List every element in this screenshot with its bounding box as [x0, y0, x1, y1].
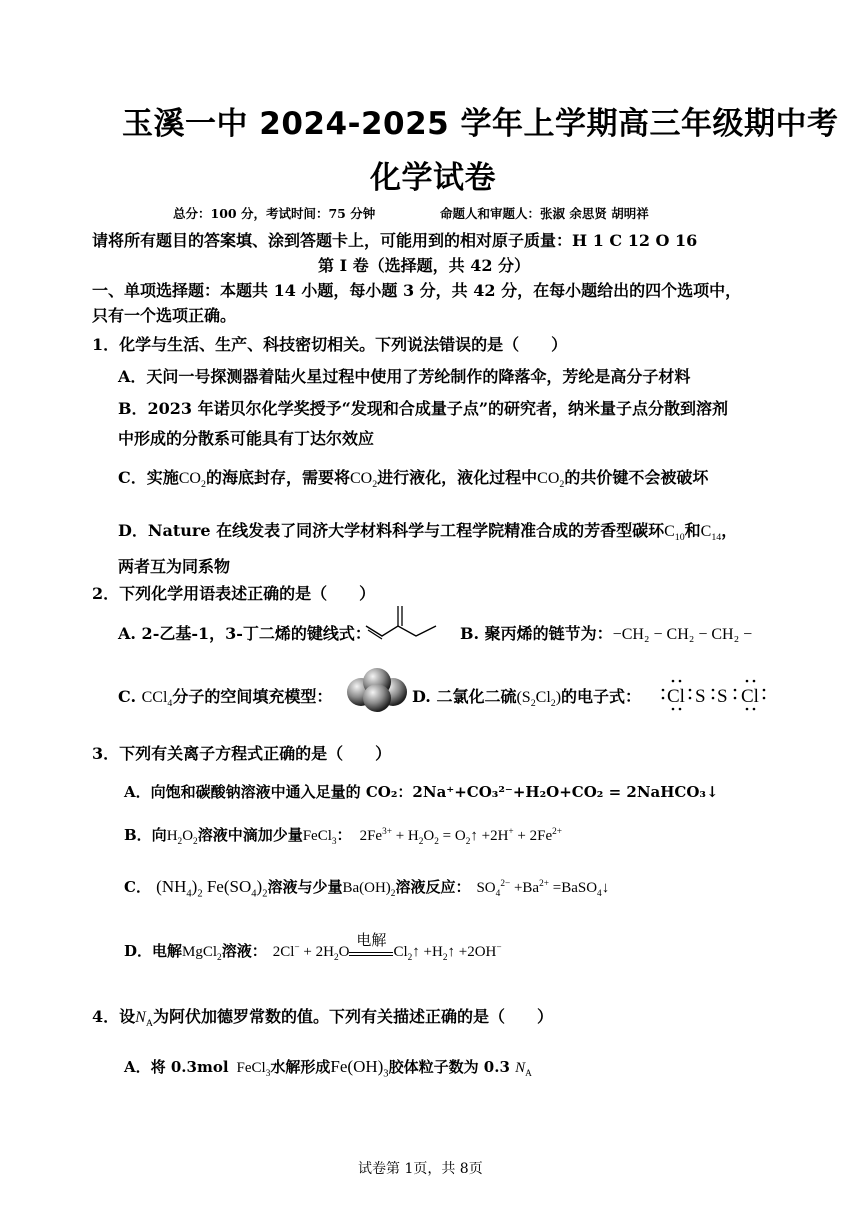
page-title: 玉溪一中 2024-2025 学年上学期高三年级期中考: [122, 106, 839, 142]
q1-option-c: C．实施$CO_2$的海底封存，需要将$CO_2$进行液化，液化过程中$CO_2$的共价键不会被破坏: [118, 468, 709, 491]
electron-dot-formula-s2cl2: [661, 678, 767, 712]
svg-text:S: S: [717, 686, 728, 707]
electrolysis-condition: 电解: [356, 933, 387, 949]
q1-option-b-line1: B．2023 年诺贝尔化学奖授予“发现和合成量子点”的研究者，纳米量子点分散到溶剂: [118, 399, 729, 418]
q4-stem: 4．设$N_A$为阿伏加德罗常数的值。下列有关描述正确的是（ ）: [92, 1007, 553, 1030]
q3-option-a: A．向饱和碳酸钠溶液中通入足量的 CO₂：2Na⁺+CO₃²⁻+H₂O+CO₂ = 2NaHCO₃↓: [124, 783, 719, 801]
part-intro-line1: 一、单项选择题：本题共 14 小题，每小题 3 分，共 42 分，在每小题给出的四个选项中，: [92, 281, 742, 300]
q3-stem: 3．下列有关离子方程式正确的是（ ）: [92, 744, 392, 763]
q1-option-b-line2: 中形成的分散系可能具有丁达尔效应: [118, 429, 375, 448]
svg-text:Cl: Cl: [741, 686, 759, 707]
part-intro-line2: 只有一个选项正确。: [92, 306, 237, 325]
q1-stem: 1．化学与生活、生产、科技密切相关。下列说法错误的是（ ）: [92, 335, 568, 354]
q1-option-d-line2: 两者互为同系物: [118, 557, 231, 576]
skeletal-formula-drawing: [364, 604, 444, 642]
exam-meta-score: 总分：100 分，考试时间：75 分钟: [173, 206, 376, 221]
space-filling-model-ccl4: [346, 667, 408, 713]
svg-text:S: S: [695, 686, 706, 707]
section-title: 第 I 卷（选择题，共 42 分）: [318, 256, 531, 275]
page-footer: 试卷第 1页，共 8页: [358, 1161, 483, 1177]
q1-option-a: A．天问一号探测器着陆火星过程中使用了芳纶制作的降落伞，芳纶是高分子材料: [118, 367, 691, 386]
exam-meta-authors: 命题人和审题人：张淑 余思贤 胡明祥: [440, 206, 649, 221]
q2-stem: 2．下列化学用语表述正确的是（ ）: [92, 584, 376, 603]
instruction-text: 请将所有题目的答案填、涂到答题卡上，可能用到的相对原子质量：H 1 C 12 O 16: [92, 231, 698, 250]
q4-option-a: A．将 0.3mol FeCl$_3$水解形成$Fe(OH)_3$胶体粒子数为 0.3 $N_A$: [124, 1057, 532, 1080]
page-subtitle: 化学试卷: [370, 160, 496, 196]
q3-option-d: D．电解MgCl$_2$溶液： $2Cl^- + 2H_2O$ 电解 $Cl_2↑$ $+H_2↑ +2OH^-$: [124, 940, 502, 961]
q1-option-d-line1: D．Nature 在线发表了同济大学材料科学与工程学院精准合成的芳香型碳环$C_{10}$和$C_{14}$，: [118, 521, 738, 544]
polypropylene-repeat-unit: −CH₂ − CH₂ − CH₂ −: [612, 626, 753, 643]
q2-option-c: C. CCl$_4$分子的空间填充模型：: [118, 687, 333, 710]
q2-option-d: D. 二氯化二硫$(S_2Cl_2)$的电子式：: [412, 687, 642, 710]
q3-option-c: C． $(NH_4)_2$ $Fe(SO_4)_2$溶液与少量$Ba(OH)_2$溶液反应： $SO_4^{2-} +Ba^{2+}$ =BaSO$_4$↓: [124, 877, 610, 900]
svg-text:Cl: Cl: [667, 686, 685, 707]
q3-option-b: B．向$H_2O_2$溶液中滴加少量FeCl$_3$： $2Fe^{3+} + H_2O_2$ = $O_2↑ +2H^+ + 2Fe^{2+}$: [124, 826, 563, 847]
q2-option-b: B. 聚丙烯的链节为：−CH₂ − CH₂ − CH₂ −: [460, 624, 753, 643]
q2-option-a: A. 2-乙基-1，3-丁二烯的键线式：: [118, 624, 371, 643]
